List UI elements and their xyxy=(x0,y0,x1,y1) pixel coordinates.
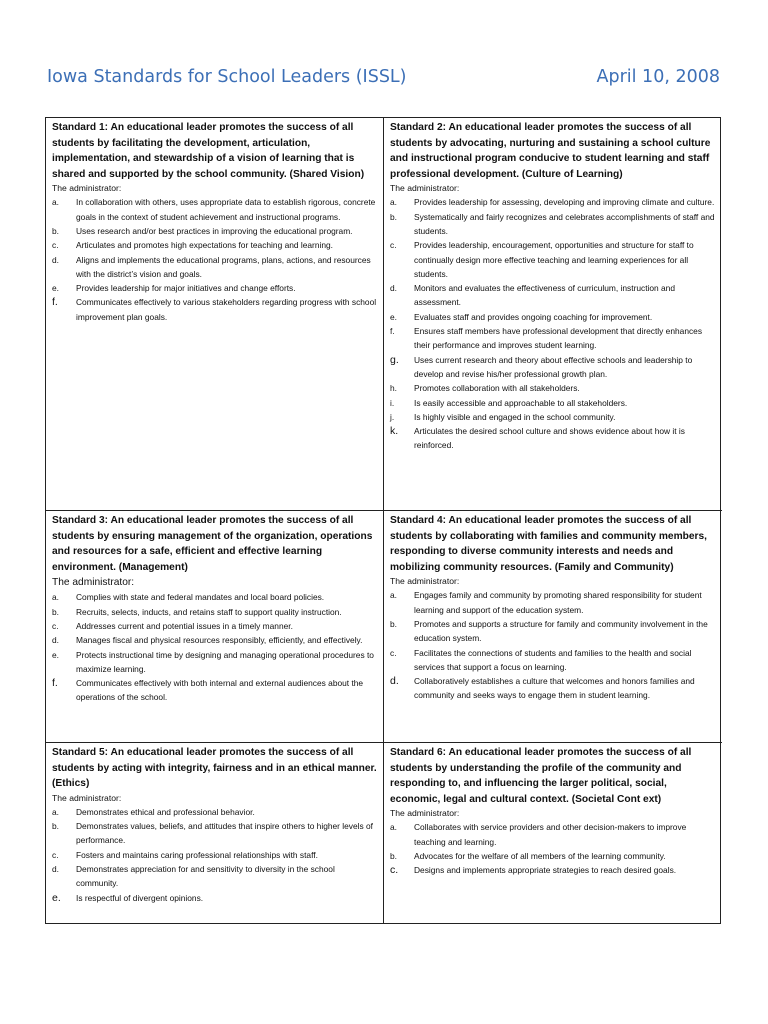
list-item xyxy=(390,646,717,675)
item-text: Collaboratively establishes a culture that welcomes and honors families and community and seeks ways to engage them in student learning. xyxy=(414,676,695,701)
item-marker: d. xyxy=(52,863,59,874)
item-text: Communicates effectively with both internal and external audiences about the operations of the school. xyxy=(76,678,364,703)
standard-title: Standard 6: An educational leader promotes the success of all students by understanding the profile of the community and responding to, and influencing the larger political, social, economic, legal and cultural context. (Societal Cont ext) xyxy=(390,747,692,805)
item-marker: d. xyxy=(52,254,59,265)
list-item xyxy=(52,619,378,633)
list-item xyxy=(390,588,717,617)
item-text: Addresses current and potential issues in a timely manner. xyxy=(76,620,293,631)
item-text: Provides leadership for assessing, developing and improving climate and culture. xyxy=(414,197,715,208)
item-marker: a. xyxy=(390,197,397,208)
list-item xyxy=(390,195,717,209)
item-text: Ensures staff members have professional development that directly enhances their performance and improves student learning. xyxy=(414,326,703,351)
item-text: Articulates the desired school culture and shows evidence about how it is reinforced. xyxy=(414,426,685,451)
item-text: Articulates and promotes high expectations for teaching and learning. xyxy=(76,240,333,251)
item-marker: b. xyxy=(390,850,397,861)
administrator-label: The administrator: xyxy=(390,808,460,819)
document-date: April 10, 2008 xyxy=(596,67,720,87)
item-text: Is easily accessible and approachable to all stakeholders. xyxy=(414,397,628,408)
item-marker: e. xyxy=(52,649,59,660)
standard-items xyxy=(52,590,378,704)
item-text: Monitors and evaluates the effectiveness of curriculum, instruction and assessment. xyxy=(414,283,676,308)
list-item xyxy=(52,848,378,862)
item-marker: b. xyxy=(52,821,59,832)
standard-title: Standard 3: An educational leader promotes the success of all students by ensuring management of the organization, operations and resources for a safe, efficient and effective learning environment. (Management) xyxy=(52,515,373,573)
item-text: Is highly visible and engaged in the school community. xyxy=(414,411,616,422)
item-marker: e. xyxy=(52,891,61,904)
list-item xyxy=(52,253,378,282)
item-marker: f. xyxy=(390,326,395,337)
list-item xyxy=(52,862,378,891)
item-marker: a. xyxy=(390,822,397,833)
item-marker: j. xyxy=(390,411,395,422)
standard-cell-1 xyxy=(46,118,384,511)
list-item xyxy=(52,891,378,905)
item-text: Provides leadership for major initiatives and change efforts. xyxy=(76,283,296,294)
standard-title: Standard 5: An educational leader promotes the success of all students by acting with integrity, fairness and in an ethical manner. (Ethics) xyxy=(52,747,377,790)
list-item xyxy=(390,353,717,382)
item-marker: a. xyxy=(52,592,59,603)
item-text: Demonstrates appreciation for and sensitivity to diversity in the school community. xyxy=(76,863,335,889)
list-item xyxy=(390,617,717,646)
item-text: Communicates effectively to various stakeholders regarding progress with school improvement plan goals. xyxy=(76,297,377,322)
item-text: Fosters and maintains caring professional relationships with staff. xyxy=(76,849,318,860)
item-text: Evaluates staff and provides ongoing coaching for improvement. xyxy=(414,311,653,322)
item-marker: f. xyxy=(52,296,58,309)
list-item xyxy=(52,805,378,819)
standard-title: Standard 2: An educational leader promotes the success of all students by advocating, nurturing and sustaining a school culture and instructional program conducive to student learning and staff professional development. (Culture of Learning) xyxy=(390,122,711,180)
list-item xyxy=(390,238,717,281)
item-marker: h. xyxy=(390,383,397,394)
list-item xyxy=(390,863,717,877)
item-marker: d. xyxy=(390,675,399,688)
list-item xyxy=(390,281,717,310)
standard-items xyxy=(52,805,378,905)
item-marker: c. xyxy=(52,240,59,251)
standard-items xyxy=(52,195,378,324)
standard-cell-6 xyxy=(384,743,722,923)
document-header xyxy=(47,62,720,92)
document-title: Iowa Standards for School Leaders (ISSL) xyxy=(47,67,407,87)
item-marker: d. xyxy=(52,635,59,646)
list-item xyxy=(390,410,717,424)
list-item xyxy=(390,674,717,703)
list-item xyxy=(390,849,717,863)
item-text: Systematically and fairly recognizes and celebrates accomplishments of staff and students. xyxy=(414,211,715,236)
item-marker: a. xyxy=(52,806,59,817)
list-item xyxy=(52,648,378,677)
item-marker: b. xyxy=(390,211,397,222)
item-text: Recruits, selects, inducts, and retains staff to support quality instruction. xyxy=(76,606,342,617)
item-text: Is respectful of divergent opinions. xyxy=(76,892,204,903)
administrator-label: The administrator: xyxy=(52,792,122,803)
item-text: Designs and implements appropriate strategies to reach desired goals. xyxy=(414,865,677,876)
item-marker: c. xyxy=(390,864,399,877)
item-text: Aligns and implements the educational programs, plans, actions, and resources with the district’s vision and goals. xyxy=(76,254,371,279)
list-item xyxy=(52,633,378,647)
item-text: Promotes and supports a structure for family and community involvement in the education system. xyxy=(414,618,708,644)
item-text: Protects instructional time by designing and managing operational procedures to maximize learning. xyxy=(76,649,374,674)
list-item xyxy=(52,605,378,619)
item-marker: e. xyxy=(390,311,397,322)
list-item xyxy=(52,819,378,848)
list-item xyxy=(390,324,717,353)
standard-title: Standard 1: An educational leader promotes the success of all students by facilitating the development, articulation, implementation, and stewardship of a vision of learning that is shared and supported by the school community. (Shared Vision) xyxy=(52,122,365,180)
item-marker: a. xyxy=(52,197,59,208)
list-item xyxy=(52,195,378,224)
standard-cell-3 xyxy=(46,511,384,743)
item-text: Facilitates the connections of students and families to the health and social services that support a focus on learning. xyxy=(414,647,692,672)
item-text: Demonstrates values, beliefs, and attitudes that inspire others to higher levels of performance. xyxy=(76,821,374,846)
item-marker: c. xyxy=(390,647,397,658)
item-marker: b. xyxy=(52,606,59,617)
item-text: Demonstrates ethical and professional behavior. xyxy=(76,806,255,817)
item-text: In collaboration with others, uses appropriate data to establish rigorous, concrete goals in the context of student achievement and instructional programs. xyxy=(76,197,376,222)
standard-cell-4 xyxy=(384,511,722,743)
list-item xyxy=(52,676,378,705)
item-text: Collaborates with service providers and other decision-makers to improve teaching and learning. xyxy=(414,822,687,847)
list-item xyxy=(390,820,717,849)
administrator-label: The administrator: xyxy=(52,577,135,589)
list-item xyxy=(390,424,717,453)
item-text: Provides leadership, encouragement, opportunities and structure for staff to continually design more effective teaching and learning experiences for all students. xyxy=(414,240,694,279)
item-text: Complies with state and federal mandates and local board policies. xyxy=(76,592,325,603)
item-marker: b. xyxy=(390,618,397,629)
item-text: Engages family and community by promoting shared responsibility for student learning and support of the education system. xyxy=(414,590,702,615)
standard-items xyxy=(390,195,717,452)
standard-title: Standard 4: An educational leader promotes the success of all students by collaborating with families and community members, responding to diverse community interests and needs and mobilizing community resources. (Family and Community) xyxy=(390,515,708,573)
list-item xyxy=(52,224,378,238)
administrator-label: The administrator: xyxy=(52,183,122,194)
list-item xyxy=(52,281,378,295)
item-text: Uses current research and theory about effective schools and leadership to develop and revise his/her professional growth plan. xyxy=(414,354,693,379)
item-text: Manages fiscal and physical resources responsibly, efficiently, and effectively. xyxy=(76,635,363,646)
item-marker: a. xyxy=(390,590,397,601)
item-marker: i. xyxy=(390,397,395,408)
item-marker: b. xyxy=(52,225,59,236)
list-item xyxy=(52,295,378,324)
item-marker: g. xyxy=(390,353,399,366)
item-text: Promotes collaboration with all stakeholders. xyxy=(414,383,580,394)
standard-cell-5 xyxy=(46,743,384,923)
list-item xyxy=(390,381,717,395)
item-marker: c. xyxy=(390,240,397,251)
item-text: Uses research and/or best practices in improving the educational program. xyxy=(76,225,353,236)
item-text: Advocates for the welfare of all members of the learning community. xyxy=(414,850,666,861)
item-marker: f. xyxy=(52,677,58,690)
list-item xyxy=(52,590,378,604)
list-item xyxy=(390,310,717,324)
item-marker: c. xyxy=(52,620,59,631)
list-item xyxy=(52,238,378,252)
standard-items xyxy=(390,588,717,702)
list-item xyxy=(390,210,717,239)
item-marker: k. xyxy=(390,425,399,438)
standard-cell-2 xyxy=(384,118,722,511)
standards-table xyxy=(45,117,721,924)
standard-items xyxy=(390,820,717,877)
item-marker: d. xyxy=(390,283,397,294)
item-marker: e. xyxy=(52,283,59,294)
administrator-label: The administrator: xyxy=(390,183,460,194)
list-item xyxy=(390,396,717,410)
administrator-label: The administrator: xyxy=(390,576,460,587)
item-marker: c. xyxy=(52,849,59,860)
